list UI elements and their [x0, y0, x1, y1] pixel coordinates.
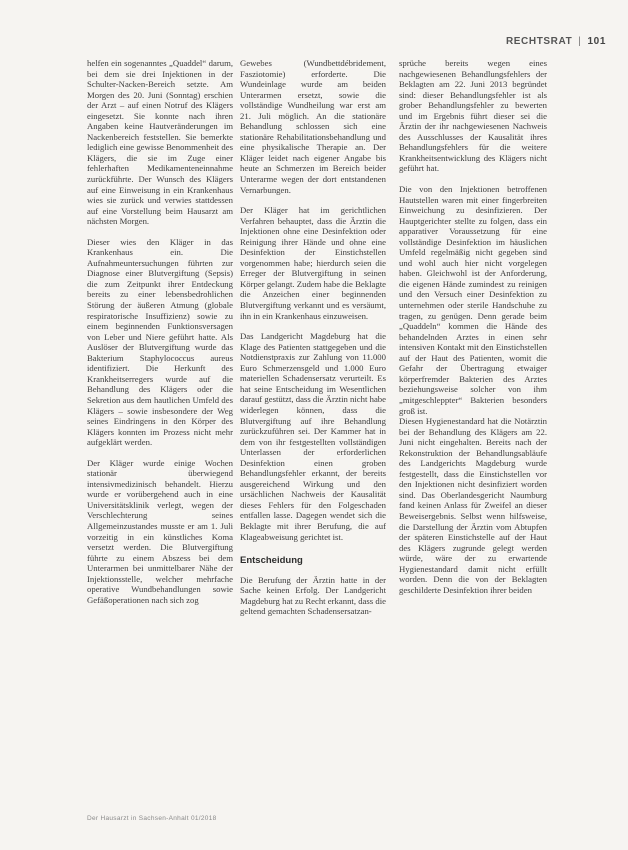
section-title: RECHTSRAT: [505, 36, 573, 47]
paragraph: Dieser wies den Kläger in das Krankenhaus ein. Die Aufnahmeuntersuchungen führten zur Diagnose einer Blutvergiftung (Sepsis) die zum Zeitpunkt ihrer Entdeckung bereits zu einer lebensbedrohlichen Störung der äußeren Atmung (globale respiratorische Insuffizienz) sowie zu einem beginnenden Funktionsversagen von Leber und Niere geführt hatte. Als Auslöser der Blutvergiftung wurde das Bakterium Staphylococcus aureus identifiziert. Die Herkunft des Krankheitserregers wurde auf die Behandlung des Klägers oder die Sekretion aus dem hautlichen Umfeld des Klägers – sowie insbesondere der Weg seines Eindringens in den Körper des Klägers konnten im Prozess nicht mehr aufgeklärt werden.: [87, 236, 233, 448]
text-column-2: [240, 58, 386, 617]
page-number: 101: [587, 36, 606, 47]
paragraph: Der Kläger wurde einige Wochen stationär überwiegend intensivmedizinisch behandelt. Hierzu wurde er vorübergehend auch in eine Universitätsklinik verlegt, wegen der Verschlechterung seines Allgemeinzustandes musste er am 1. Juli vorzeitig in ein künstliches Koma versetzt werden. Die Blutvergiftung führte zu einem Abszess bei dem Unterarmen bei unmittelbarer Nähe der Injektionsstelle, welcher mehrfache operative Wundbehandlungen sowie Gefäßoperationen nach sich zog: [87, 457, 233, 605]
header-separator: |: [578, 36, 582, 47]
text-column-1: [87, 58, 233, 605]
paragraph: Die Berufung der Ärztin hatte in der Sache keinen Erfolg. Der Landgericht Magdeburg hat zu Recht erkannt, dass die geltend gemachten Schadensersatzan-: [240, 574, 386, 617]
paragraph: Der Kläger hat im gerichtlichen Verfahren behauptet, dass die Ärztin die Injektionen ohne eine Desinfektion oder Reinigung ihrer Hände und ohne eine Desinfektion der Einstichstellen vorgenommen habe; hierdurch seien die Erreger der Blutvergiftung in seinen Körper gelangt. Zudem habe die Beklagte die Anzeichen einer beginnenden Blutvergiftung verkannt und es versäumt, ihn in ein Krankenhaus einzuweisen.: [240, 205, 386, 321]
paragraph: Die von den Injektionen betroffenen Hautstellen waren mit einer fingerbreiten Einweichung zu desinfizieren. Der Hauptgerichter stellte zu folgen, dass ein apparativer Voraussetzung für eine vollständige Desinfektion im häuslichen Umfeld regelmäßig nicht gegeben sind und wohl auch hier nicht vorgelegen haben. Gleichwohl ist der Anforderung, die eigenen Hände zumindest zu reinigen und den Versuch einer Desinfektion zu unternehmen oder sterile Handschuhe zu tragen, zu genügen. Denn gerade beim „Quaddeln“ kommen die Hände des behandelnden Arztes in einen sehr intensiven Kontakt mit den Einstichstellen auf der Haut des Patienten, womit die Gefahr der Übertragung etwaiger körperfremder Bakterien des Arztes beziehungsweise solcher von ihm „mitgeschleppter“ Bakterien besonders groß ist.: [399, 184, 547, 416]
text-column-3: [399, 58, 547, 595]
page-header: [506, 36, 606, 47]
page-footer: Der Hausarzt in Sachsen-Anhalt 01/2018: [87, 815, 217, 822]
paragraph: Gewebes (Wundbettdébridement, Fasziotomie) erforderte. Die Wundeinlage wurde am beiden Unterarmen ersetzt, sowie die vollständige Wundheilung war erst am 21. Juli möglich. An die stationäre Behandlung schlossen sich eine stationäre Rehabilitationsbehandlung und eine physikalische Therapie an. Der Kläger leidet nach eigener Angabe bis heute an Schmerzen im Bereich beider Unterarme wegen der dort entstandenen Vernarbungen.: [240, 58, 386, 195]
paragraph: Diesen Hygienestandard hat die Notärztin bei der Behandlung des Klägers am 22. Juni nicht eingehalten. Bereits nach der Rekonstruktion der Behandlungsabläufe des Landgerichts Magdeburg wurde festgestellt, dass die Einstichstellen vor den Injektionen nicht desinfiziert worden sind. Das Oberlandesgericht Naumburg fand keinen Anlass für Zweifel an dieser Beweisergebnis. Selbst wenn hilfsweise, die Darstellung der Ärztin vom Abtupfen der späteren Einstichstelle auf der Haut des Klägers zugrunde gelegt werden würde, wäre der zu erwartende Hygienestandard damit nicht erfüllt worden. Denn die von der Beklagten geschilderte Desinfektion ihrer beiden: [399, 416, 547, 595]
paragraph: helfen ein sogenanntes „Quaddel“ darum, bei dem sie drei Injektionen in der Schulter-Nacken-Bereich setzte. Am Morgen des 20. Juni (Sonntag) erschien der Arzt – auf einen Notruf des Klägers eingesetzt. Sie konnte nach ihren Angaben keine Hautveränderungen im Nackenbereich feststellen. Sie bemerkte lediglich eine gewisse Benommenheit des Klägers, die sie im Zuge einer fehlerhaften Medikamenteneinnahme zurückführte. Der Wunsch des Klägers auf eine Einweisung in ein Krankenhaus wies sie zurück und verwies stattdessen auf eine Vorstellung beim Hausarzt am nächsten Morgen.: [87, 58, 233, 227]
section-heading: Entscheidung: [240, 555, 303, 567]
paragraph: Das Landgericht Magdeburg hat die Klage des Patienten stattgegeben und die Notdienstpraxis zur Zahlung von 11.000 Euro Schmerzensgeld und 1.000 Euro materiellen Schadensersatz verurteilt. Es hat seine Entscheidung im Wesentlichen darauf gestützt, dass die Ärztin nicht habe widerlegen können, dass die Blutvergiftung auf ihre Behandlung zurückzuführen sei. Der Kammer hat in dem von ihr festgestellten vollständigen Unterlassen der erforderlichen Desinfektion einen groben Behandlungsfehler erkannt, der bereits ausgereichend Wirkung und den ursächlichen Nachweis der Kausalität dieses Fehlers für den Folgeschaden entfallen lasse. Dagegen wendet sich die Beklagte mit ihrer Berufung, die auf Klageabweisung gerichtet ist.: [240, 331, 386, 542]
paragraph: sprüche bereits wegen eines nachgewiesenen Behandlungsfehlers der Beklagten am 22. Juni 2013 begründet sind: dieser Behandlungsfehler ist als grober Behandlungsfehler zu bewerten und im Ergebnis führt dieser sei die Ärztin der ihr nachgewiesenen Nachweis des Ausschlusses der Kausalität ihres Behandlungsfehlers für die weitere Krankheitsentwicklung des Klägers nicht geführt hat.: [399, 58, 547, 174]
